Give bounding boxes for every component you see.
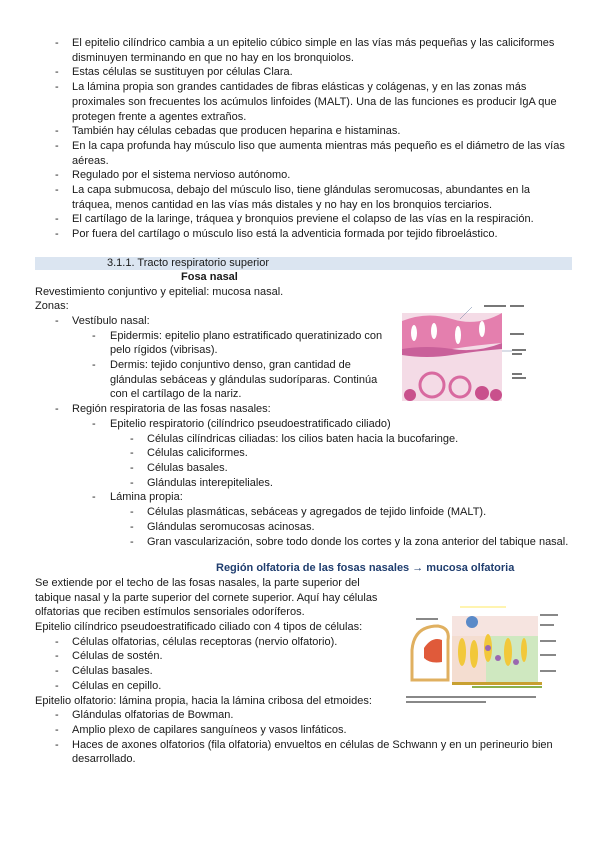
list-item-text: También hay células cebadas que producen heparina e histaminas.: [72, 125, 401, 138]
list-item: [35, 168, 572, 183]
list-item-text: Por fuera del cartílago o músculo liso está la adventicia formada por tejido fibroelástico.: [72, 228, 498, 241]
list-item-text: El cartílago de la laringe, tráquea y bronquios previene el colapso de las vías en la respiración.: [72, 213, 534, 226]
list-item: [35, 417, 572, 432]
list-item: [35, 212, 572, 227]
list-item-text: Estas células se sustituyen por células Clara.: [72, 66, 293, 79]
list-item-text: Células plasmáticas, sebáceas y agregados de tejido linfoide (MALT).: [147, 506, 487, 519]
list-item-text: Células basales.: [72, 665, 153, 678]
list-item: [35, 65, 572, 80]
list-item-text: Células en cepillo.: [72, 679, 162, 692]
list-item-text: Células basales.: [147, 461, 228, 474]
list-item-text: Haces de axones olfatorios (fila olfatoria) envueltos en células de Schwann y en un perineurio bien desarrollado.: [72, 738, 553, 766]
bullet-dash: -: [55, 169, 59, 182]
bullet-dash: -: [55, 139, 59, 152]
bullet-dash: -: [55, 213, 59, 226]
list-item-text: Células cilíndricas ciliadas: los cilios baten hacia la bucofaringe.: [147, 432, 459, 445]
section-heading: 3.1.1. Tracto respiratorio superior: [35, 257, 572, 270]
list-item: [35, 80, 572, 124]
olfactory-epithelium-diagram-image: [402, 600, 562, 712]
bullet-dash: -: [55, 679, 59, 692]
list-item: [35, 505, 572, 520]
list-item-text: Amplio plexo de capilares sanguíneos y vasos linfáticos.: [72, 723, 347, 736]
epitelio-label: Epitelio cilíndrico pseudoestratificado ciliado con 4 tipos de células:: [35, 621, 363, 634]
bullet-dash: -: [130, 432, 134, 445]
list-item-text: El epitelio cilíndrico cambia a un epitelio cúbico simple en las vías más pequeñas y las caliciformes disminuyen terminando en que no hay en los bronquiolos.: [72, 37, 555, 64]
list-item: [35, 432, 572, 447]
list-item-text: Vestíbulo nasal:: [72, 314, 150, 327]
bullet-dash: -: [55, 125, 59, 138]
list-item: [35, 124, 572, 139]
bullet-dash: -: [55, 665, 59, 678]
list-item-text: La capa submucosa, debajo del músculo liso, tiene glándulas seromucosas, abundantes en la tráquea, menos cantidad en las vías más distales y no hay en los bronquios terciarios.: [72, 184, 531, 211]
bullet-dash: -: [55, 709, 59, 722]
list-item: [35, 520, 572, 535]
bullet-dash: -: [55, 37, 59, 49]
olfatoria-title: Región olfatoria de las fosas nasales → mucosa olfatoria: [216, 562, 515, 575]
list-item-text: En la capa profunda hay músculo liso que aumenta mientras más pequeño es el diámetro de las vías aéreas.: [72, 139, 565, 167]
lamina-propia-list: [35, 708, 572, 767]
bullet-dash: -: [130, 476, 134, 489]
lamina-label: Epitelio olfatorio: lámina propia, hacia la lámina cribosa del etmoides:: [35, 694, 372, 707]
bullet-dash: -: [130, 506, 134, 519]
fosa-nasal-intro: Revestimiento conjuntivo y epitelial: mucosa nasal.: [35, 285, 284, 298]
respiratory-epithelium-histology-image: [402, 303, 530, 405]
list-item: [35, 535, 572, 550]
bullet-dash: -: [55, 403, 59, 416]
zonas-label: Zonas:: [35, 300, 69, 313]
list-item: [35, 738, 572, 767]
bullet-dash: -: [55, 635, 59, 648]
bullet-dash: -: [130, 461, 134, 474]
list-item: [35, 227, 572, 242]
list-item-text: Regulado por el sistema nervioso autónomo.: [72, 169, 291, 182]
list-item: [35, 723, 572, 738]
list-item: [35, 461, 572, 476]
list-item: [35, 329, 385, 358]
bullet-dash: -: [92, 491, 96, 504]
bullet-dash: -: [130, 535, 134, 548]
fosa-nasal-title: Fosa nasal: [181, 270, 238, 283]
list-item-text: Células caliciformes.: [147, 447, 248, 460]
bullet-dash: -: [55, 66, 59, 79]
bullet-dash: -: [55, 650, 59, 663]
bullet-dash: -: [55, 228, 59, 241]
list-item: [35, 36, 572, 65]
bullet-dash: -: [92, 417, 96, 430]
list-item-text: Lámina propia:: [110, 491, 183, 504]
bullet-dash: -: [55, 184, 59, 197]
olfatoria-intro: Se extiende por el techo de las fosas nasales, la parte superior del tabique nasal y la parte superior del cornete superior. Aquí hay células olfatorias que reciben estímulos sensoriales odoríferos.: [35, 576, 378, 619]
list-item-text: Células olfatorias, células receptoras (nervio olfatorio).: [72, 635, 338, 648]
list-item-text: Epidermis: epitelio plano estratificado queratinizado con pelo rígidos (vibrisas).: [110, 329, 383, 357]
list-item-text: La lámina propia son grandes cantidades de fibras elásticas y colágenas, y en las zonas más proximales son frecuentes los acúmulos linfoides (MALT). Una de las funciones es producir IgA que protegen frente a agentes extraños.: [72, 81, 557, 123]
list-item: [35, 476, 572, 491]
list-item-text: Glándulas olfatorias de Bowman.: [72, 709, 234, 722]
bullet-dash: -: [130, 520, 134, 533]
bullet-dash: -: [55, 738, 59, 751]
list-item-text: Dermis: tejido conjuntivo denso, gran cantidad de glándulas sebáceas y glándulas sudoríparas. Continúa con el cartílago de la nariz.: [110, 359, 378, 401]
bullet-dash: -: [92, 359, 96, 372]
list-item-text: Epitelio respiratorio (cilíndrico pseudoestratificado ciliado): [110, 417, 391, 430]
list-item: [35, 490, 572, 505]
bullet-dash: -: [55, 723, 59, 736]
list-item: [35, 139, 572, 168]
list-item-text: Gran vascularización, sobre todo donde los cortes y la zona anterior del tabique nasal.: [147, 535, 569, 548]
bullet-dash: -: [55, 81, 59, 94]
list-item: [35, 358, 385, 402]
list-item: [35, 446, 572, 461]
list-item-text: Región respiratoria de las fosas nasales:: [72, 403, 271, 416]
bullet-dash: -: [92, 329, 96, 342]
bullet-dash: -: [130, 447, 134, 460]
airway-features-list: [35, 36, 572, 242]
list-item: [35, 183, 572, 212]
list-item-text: Glándulas seromucosas acinosas.: [147, 520, 315, 533]
bullet-dash: -: [55, 314, 59, 327]
list-item-text: Células de sostén.: [72, 650, 163, 663]
list-item-text: Glándulas interepiteliales.: [147, 476, 273, 489]
